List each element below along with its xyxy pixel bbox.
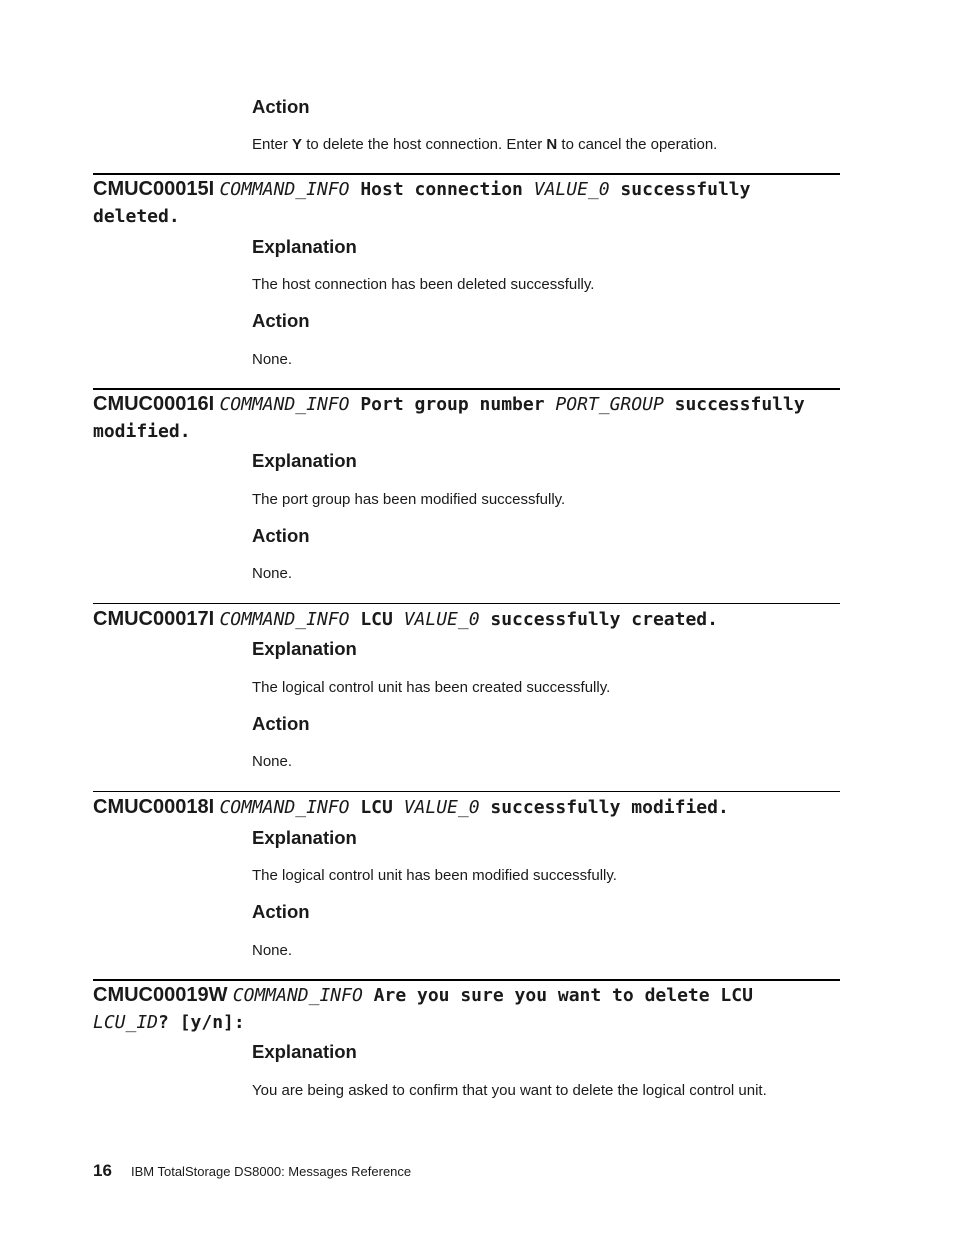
- action-heading: Action: [252, 96, 310, 117]
- action-text: None.: [252, 351, 293, 368]
- action-heading: Action: [252, 525, 310, 546]
- message-heading-18: CMUC00018I COMMAND_INFO LCU VALUE_0 successfully modified.: [93, 796, 729, 818]
- action-text: Enter Y to delete the host connection. Enter N to cancel the operation.: [252, 136, 718, 153]
- message-heading-16: CMUC00016I COMMAND_INFO Port group number PORT_GROUP successfully modified.: [93, 393, 805, 442]
- message-id: CMUC00018I: [93, 796, 215, 818]
- explanation-heading: Explanation: [252, 827, 357, 848]
- action-heading: Action: [252, 901, 310, 922]
- message-heading-17: CMUC00017I COMMAND_INFO LCU VALUE_0 successfully created.: [93, 608, 718, 630]
- action-text: None.: [252, 942, 293, 959]
- action-text: None.: [252, 565, 293, 582]
- message-id: CMUC00015I: [93, 178, 215, 200]
- key-no: N: [546, 136, 558, 153]
- section-divider: [93, 979, 840, 981]
- section-divider: [93, 388, 840, 390]
- section-divider: [93, 173, 840, 175]
- section-divider: [93, 791, 840, 792]
- page-number: 16: [93, 1161, 112, 1180]
- key-yes: Y: [292, 136, 303, 153]
- explanation-text: The logical control unit has been created successfully.: [252, 679, 611, 696]
- action-text: None.: [252, 753, 293, 770]
- message-heading-19: CMUC00019W COMMAND_INFO Are you sure you want to delete LCU LCU_ID? [y/n]:: [93, 984, 753, 1033]
- message-heading-15: CMUC00015I COMMAND_INFO Host connection VALUE_0 successfully deleted.: [93, 178, 751, 227]
- action-heading: Action: [252, 713, 310, 734]
- explanation-text: The host connection has been deleted successfully.: [252, 276, 595, 293]
- book-title: IBM TotalStorage DS8000: Messages Reference: [131, 1164, 412, 1179]
- action-heading: Action: [252, 310, 310, 331]
- message-id: CMUC00019W: [93, 984, 228, 1006]
- explanation-heading: Explanation: [252, 638, 357, 659]
- explanation-text: The port group has been modified successfully.: [252, 491, 566, 508]
- explanation-text: The logical control unit has been modified successfully.: [252, 867, 617, 884]
- message-id: CMUC00016I: [93, 393, 215, 415]
- section-divider: [93, 603, 840, 604]
- explanation-heading: Explanation: [252, 236, 357, 257]
- explanation-text: You are being asked to confirm that you want to delete the logical control unit.: [252, 1082, 767, 1099]
- explanation-heading: Explanation: [252, 450, 357, 471]
- message-id: CMUC00017I: [93, 608, 215, 630]
- explanation-heading: Explanation: [252, 1041, 357, 1062]
